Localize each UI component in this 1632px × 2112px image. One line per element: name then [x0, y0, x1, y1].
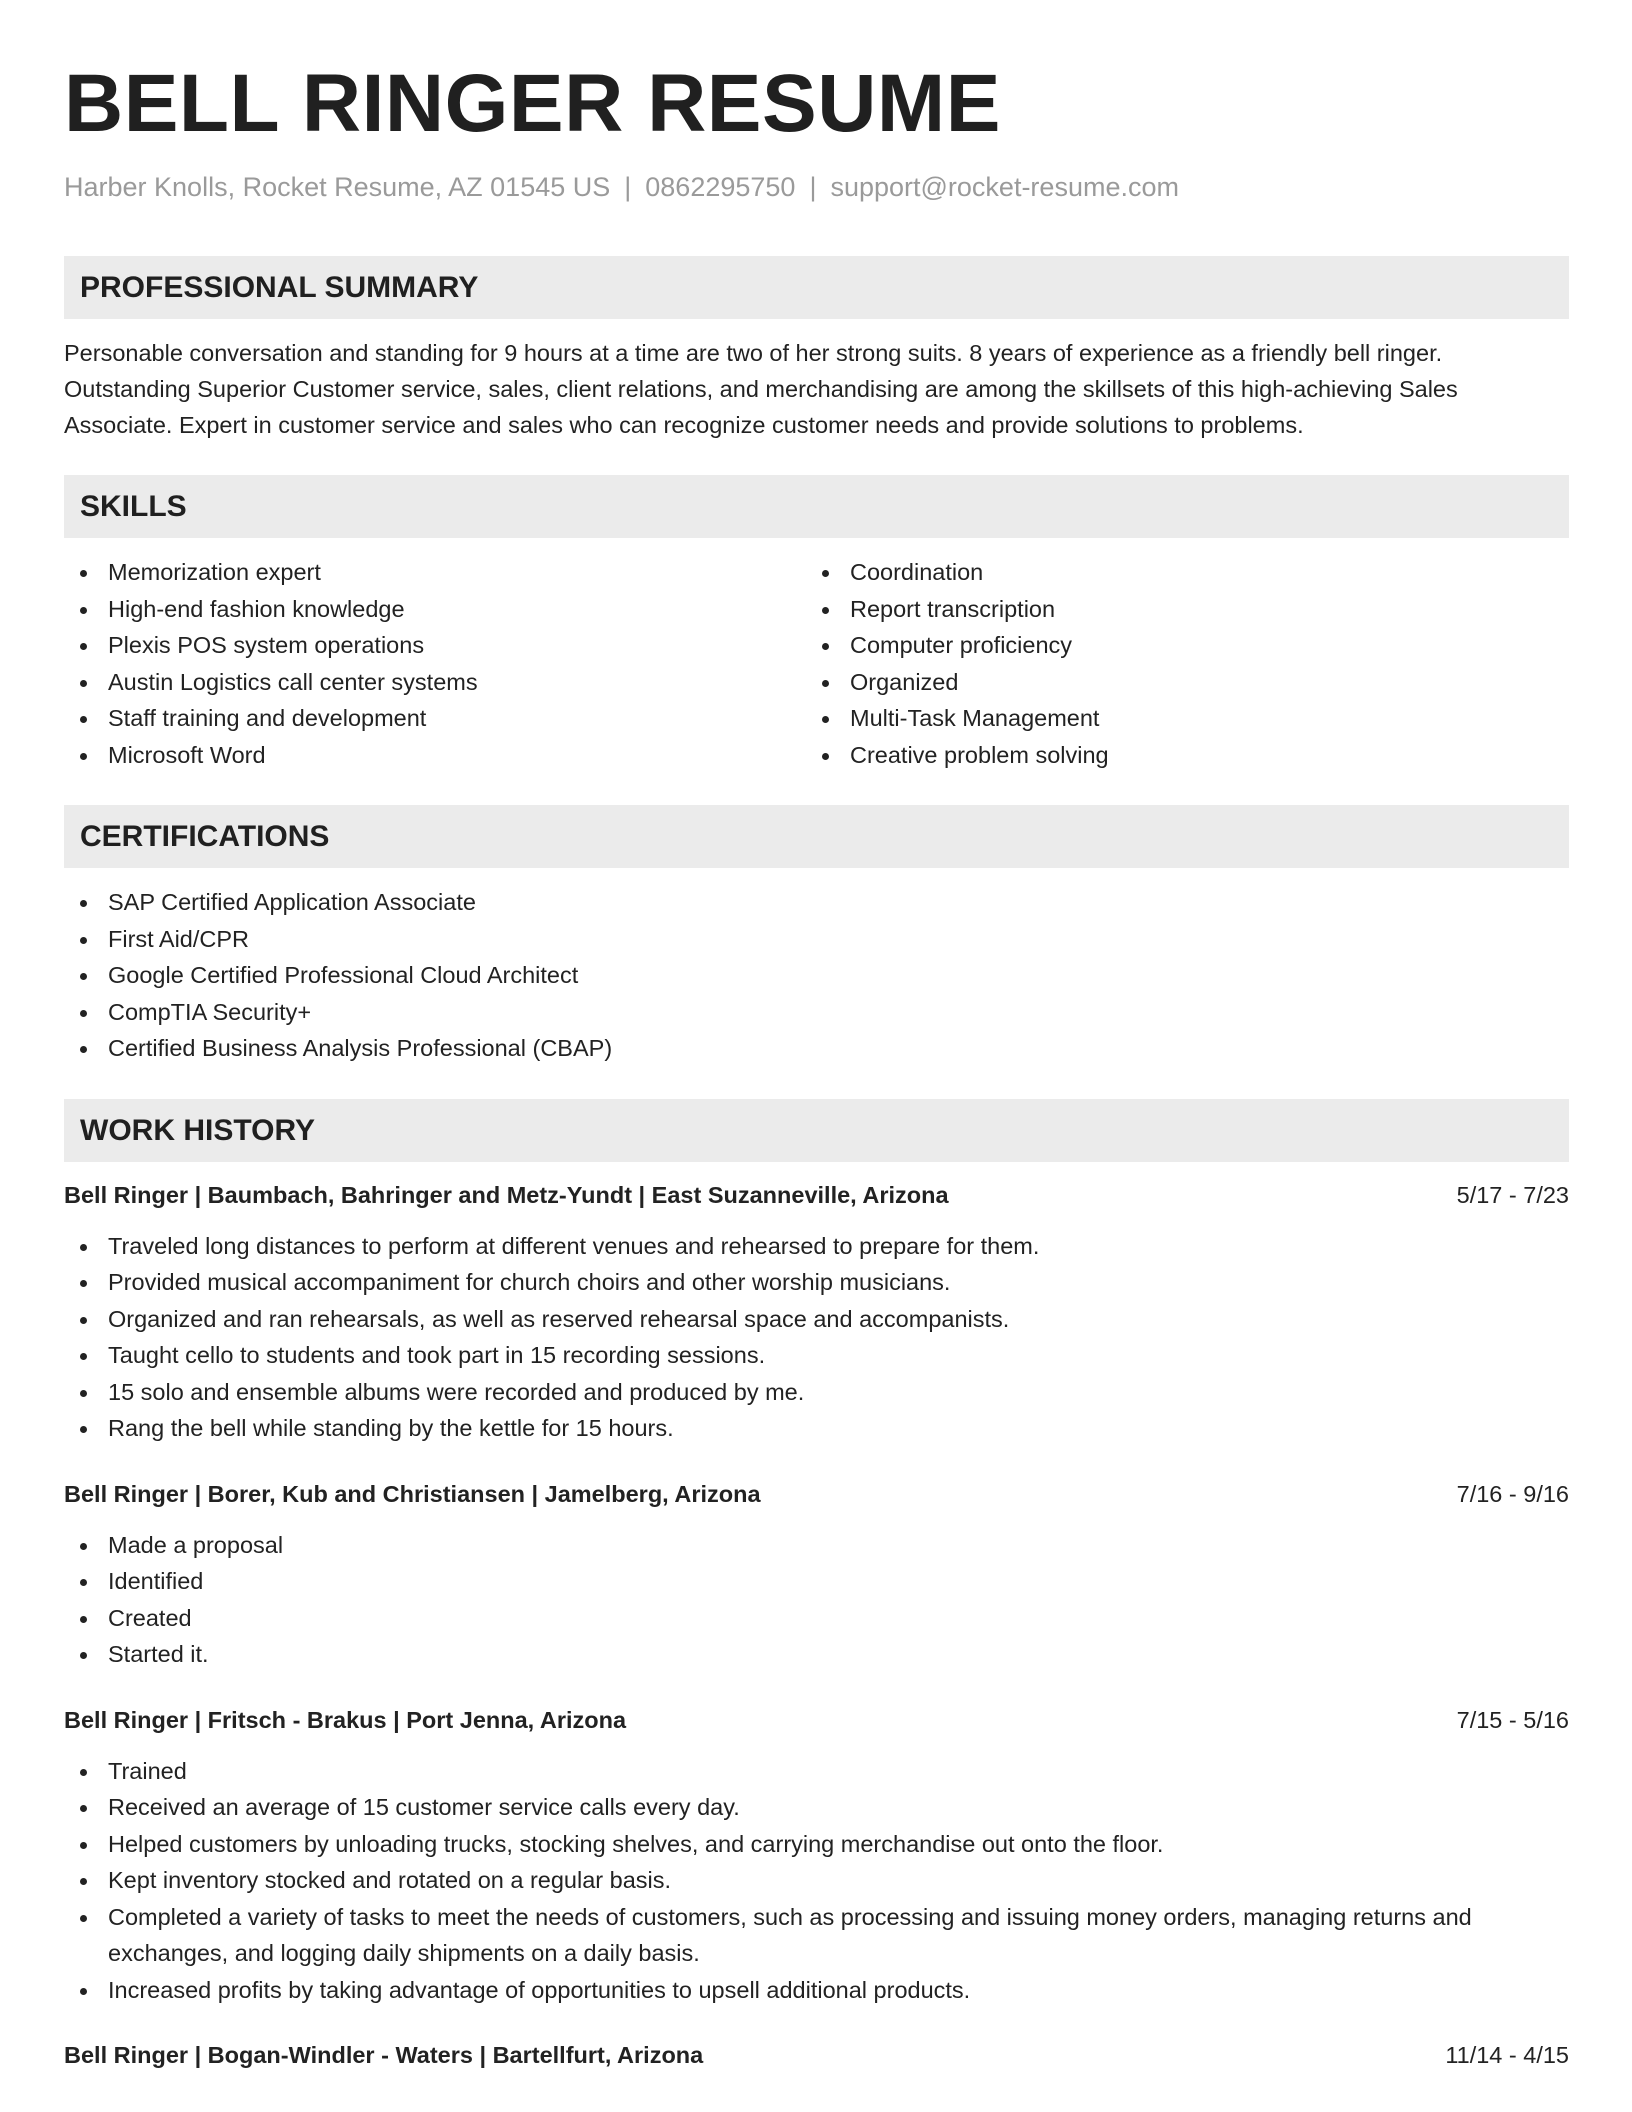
job-bullet: 15 solo and ensemble albums were recorded and produced by me. [64, 1374, 1569, 1411]
job-bullet: Organized and ran rehearsals, as well as reserved rehearsal space and accompanists. [64, 1301, 1569, 1338]
job-bullet: Provided musical accompaniment for church choirs and other worship musicians. [64, 1264, 1569, 1301]
contact-separator: | [624, 172, 632, 202]
contact-email: support@rocket-resume.com [830, 172, 1179, 202]
skill-item: Computer proficiency [806, 627, 1548, 664]
job-title: Bell Ringer | Fritsch - Brakus | Port Jenna, Arizona [64, 1706, 627, 1733]
contact-phone: 0862295750 [645, 172, 796, 202]
job-bullet: Received an average of 15 customer service calls every day. [64, 1789, 1569, 1826]
contact-address: Harber Knolls, Rocket Resume, AZ 01545 US [64, 172, 611, 202]
certification-item: SAP Certified Application Associate [64, 884, 1569, 921]
job-entry [64, 1477, 1569, 1673]
job-bullet: Made a proposal [64, 1527, 1569, 1564]
job-bullet: Created [64, 1600, 1569, 1637]
skill-item: Creative problem solving [806, 737, 1548, 774]
job-dates: 7/16 - 9/16 [1456, 1480, 1569, 1507]
skill-item: Coordination [806, 554, 1548, 591]
job-bullet: Identified [64, 1563, 1569, 1600]
job-title: Bell Ringer | Baumbach, Bahringer and Metz-Yundt | East Suzanneville, Arizona [64, 1181, 949, 1208]
skills-list-right [806, 554, 1548, 773]
skill-item: Organized [806, 664, 1548, 701]
contact-separator: | [809, 172, 817, 202]
job-dates: 5/17 - 7/23 [1456, 1181, 1569, 1208]
job-entry [64, 1703, 1569, 2009]
certification-item: First Aid/CPR [64, 921, 1569, 958]
job-header [64, 1178, 1569, 1212]
job-bullet: Kept inventory stocked and rotated on a regular basis. [64, 1862, 1569, 1899]
job-bullet: Completed a variety of tasks to meet the needs of customers, such as processing and issuing money orders, managing returns and exchanges, and logging daily shipments on a daily basis. [64, 1899, 1569, 1972]
skills-grid [64, 554, 1569, 773]
section-heading-certifications: CERTIFICATIONS [64, 805, 1569, 868]
job-bullet: Increased profits by taking advantage of opportunities to upsell additional products. [64, 1972, 1569, 2009]
section-heading-skills: SKILLS [64, 475, 1569, 538]
job-dates: 7/15 - 5/16 [1456, 1706, 1569, 1733]
job-title: Bell Ringer | Borer, Kub and Christiansen | Jamelberg, Arizona [64, 1480, 761, 1507]
job-bullet: Started it. [64, 1636, 1569, 1673]
job-bullets [64, 1228, 1569, 1447]
resume-title: BELL RINGER RESUME [64, 58, 1001, 149]
section-heading-work-history: WORK HISTORY [64, 1099, 1569, 1162]
job-entry [64, 2038, 1569, 2072]
skill-item: Microsoft Word [64, 737, 806, 774]
skill-item: High-end fashion knowledge [64, 591, 806, 628]
job-bullet: Rang the bell while standing by the kettle for 15 hours. [64, 1410, 1569, 1447]
skill-item: Plexis POS system operations [64, 627, 806, 664]
summary-text: Personable conversation and standing for 9 hours at a time are two of her strong suits. 8 years of experience as a friendly bell ringer. Outstanding Superior Customer service, sales, client relations, and merchandising are among the skillsets of this high-achieving Sales Associate. Expert in customer service and sales who can recognize customer needs and provide solutions to problems. [64, 340, 1458, 438]
certification-item: CompTIA Security+ [64, 994, 1569, 1031]
certifications-list [64, 884, 1569, 1067]
job-bullet: Trained [64, 1753, 1569, 1790]
job-dates: 11/14 - 4/15 [1445, 2042, 1569, 2068]
skill-item: Austin Logistics call center systems [64, 664, 806, 701]
skill-item: Staff training and development [64, 700, 806, 737]
section-heading-summary: PROFESSIONAL SUMMARY [64, 256, 1569, 319]
job-header [64, 2038, 1569, 2072]
job-bullet: Traveled long distances to perform at different venues and rehearsed to prepare for them. [64, 1228, 1569, 1265]
certification-item: Google Certified Professional Cloud Architect [64, 957, 1569, 994]
skill-item: Memorization expert [64, 554, 806, 591]
skill-item: Report transcription [806, 591, 1548, 628]
job-bullets [64, 1527, 1569, 1673]
skills-list-left [64, 554, 806, 773]
skill-item: Multi-Task Management [806, 700, 1548, 737]
job-header [64, 1703, 1569, 1737]
contact-line [64, 170, 1569, 204]
job-bullets [64, 1753, 1569, 2009]
job-title: Bell Ringer | Bogan-Windler - Waters | Bartellfurt, Arizona [64, 2042, 704, 2068]
job-bullet: Helped customers by unloading trucks, stocking shelves, and carrying merchandise out onto the floor. [64, 1826, 1569, 1863]
certification-item: Certified Business Analysis Professional (CBAP) [64, 1030, 1569, 1067]
job-bullet: Taught cello to students and took part in 15 recording sessions. [64, 1337, 1569, 1374]
job-entry [64, 1178, 1569, 1447]
job-header [64, 1477, 1569, 1511]
